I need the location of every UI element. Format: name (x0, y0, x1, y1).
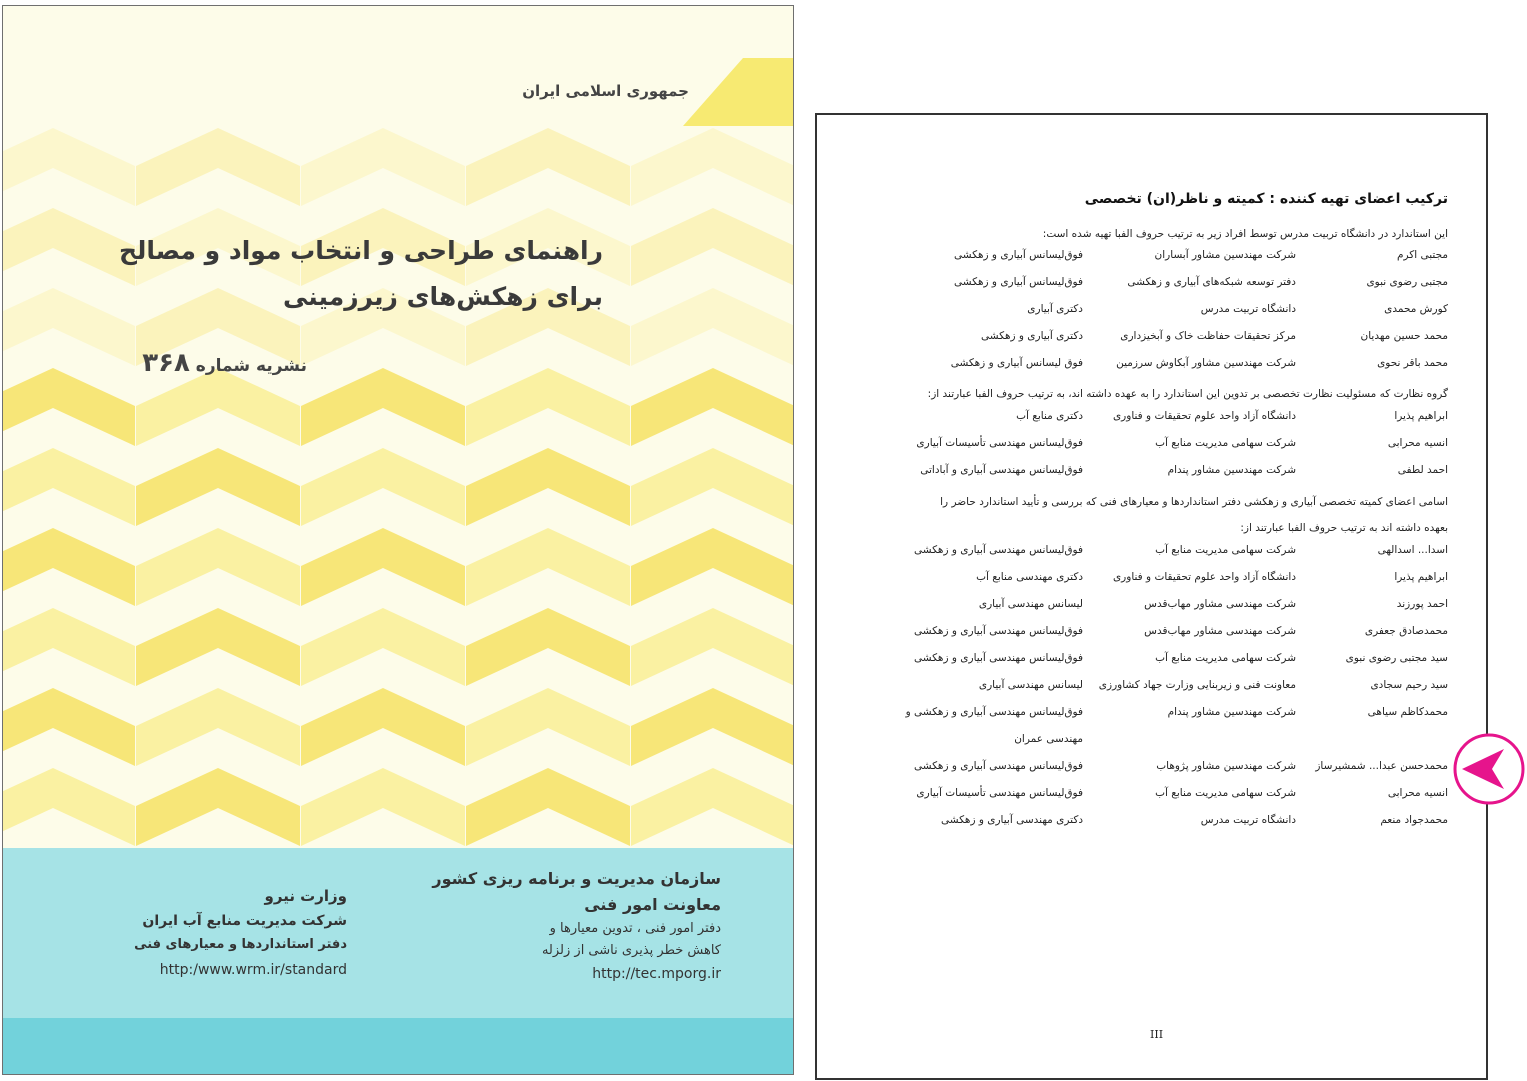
chevron-shape (136, 528, 300, 606)
member-degree: دکتری آبیاری (1027, 303, 1083, 315)
member-name: احمد لطفی (1397, 464, 1448, 476)
member-row (828, 787, 1448, 813)
title-line-1: راهنمای طراحی و انتخاب مواد و مصالح (119, 236, 603, 265)
member-org: شرکت مهندسی مشاور مهاب‌قدس (1144, 598, 1296, 610)
member-degree: فوق لیسانس آبیاری و زهکشی (950, 357, 1083, 369)
member-degree: فوق‌لیسانس مهندسی آبیاری و زهکشی و (905, 706, 1083, 718)
publication-label: نشریه شماره (195, 356, 307, 376)
member-row (828, 544, 1448, 570)
org-right-block (391, 866, 721, 986)
chevron-shape (466, 688, 630, 766)
page-number: III (1150, 1028, 1164, 1041)
page-heading: ترکیب اعضای تهیه کننده : کمیته و ناظر(ان) تخصصی (1084, 191, 1448, 207)
chevron-shape (631, 768, 794, 846)
chevron-shape (301, 128, 465, 206)
chevron-shape (631, 288, 794, 366)
chevron-shape (136, 368, 300, 446)
chevron-shape (631, 688, 794, 766)
member-org: شرکت سهامی مدیریت منابع آب (1155, 544, 1296, 556)
cover-band-bottom (3, 1018, 794, 1075)
member-name: سید مجتبی رضوی نبوی (1345, 652, 1448, 664)
member-name: ابراهیم پذیرا (1394, 410, 1448, 422)
book-cover (2, 5, 794, 1075)
member-name: محمد باقر نحوی (1377, 357, 1448, 369)
country-label: جمهوری اسلامی ایران (522, 82, 689, 100)
chevron-shape (301, 688, 465, 766)
member-name: ابراهیم پذیرا (1394, 571, 1448, 583)
member-name: مجتبی رضوی نبوی (1366, 276, 1448, 288)
member-degree: دکتری منابع آب (1016, 410, 1083, 422)
chevron-shape (136, 768, 300, 846)
publication-number (142, 348, 307, 378)
member-row (828, 760, 1448, 786)
member-org: شرکت مهندسین مشاور آبکاوش سرزمین (1116, 357, 1296, 369)
org-left-line-1: وزارت نیرو (264, 887, 347, 905)
org-left-url: http:/www.wrm.ir/standard (159, 962, 347, 978)
member-row (828, 652, 1448, 678)
member-org: شرکت مهندسین مشاور پژوهاب (1156, 760, 1296, 772)
title-line-2: برای زهکش‌های زیرزمینی (283, 282, 603, 311)
chevron-shape (466, 768, 630, 846)
chevron-shape (3, 608, 135, 686)
member-row (828, 571, 1448, 597)
chevron-shape (631, 448, 794, 526)
member-org: مرکز تحقیقات حفاظت خاک و آبخیزداری (1120, 330, 1296, 342)
member-degree: فوق‌لیسانس مهندسی آبیاری و زهکشی (914, 652, 1083, 664)
member-degree: فوق‌لیسانس مهندسی آبیاری و زهکشی (914, 625, 1083, 637)
member-name: اسدا... اسدالهی (1377, 544, 1448, 556)
member-org: شرکت سهامی مدیریت منابع آب (1155, 787, 1296, 799)
chevron-shape (3, 368, 135, 446)
chevron-shape (3, 768, 135, 846)
org-left-block (87, 884, 347, 983)
member-degree: مهندسی عمران (1014, 733, 1083, 745)
chevron-shape (466, 608, 630, 686)
chevron-shape (136, 608, 300, 686)
chevron-shape (136, 128, 300, 206)
chevron-shape (466, 368, 630, 446)
member-org: شرکت سهامی مدیریت منابع آب (1155, 437, 1296, 449)
member-org: معاونت فنی و زیربنایی وزارت جهاد کشاورزی (1098, 679, 1296, 691)
member-degree: فوق‌لیسانس مهندسی آبیاری و زهکشی (914, 760, 1083, 772)
member-row (828, 249, 1448, 275)
chevron-shape (301, 368, 465, 446)
chevron-shape (466, 528, 630, 606)
top-triangle-decoration (3, 6, 794, 136)
member-degree: فوق‌لیسانس مهندسی تأسیسات آبیاری (916, 437, 1083, 449)
member-org: دفتر توسعه شبکه‌های آبیاری و زهکشی (1127, 276, 1296, 288)
member-row (828, 464, 1448, 490)
member-name: سید رحیم سجادی (1370, 679, 1448, 691)
chevron-shape (136, 688, 300, 766)
org-left-line-2: شرکت مدیریت منابع آب ایران (142, 913, 347, 929)
member-row (828, 706, 1448, 732)
chevron-shape (631, 128, 794, 206)
chevron-shape (301, 768, 465, 846)
member-name: محمد حسین مهدیان (1360, 330, 1448, 342)
member-name: کورش محمدی (1384, 303, 1448, 315)
publication-number-value: ۳۶۸ (142, 348, 190, 378)
chevron-shape (631, 608, 794, 686)
member-degree: فوق‌لیسانس مهندسی تأسیسات آبیاری (916, 787, 1083, 799)
member-degree: لیسانس مهندسی آبیاری (978, 598, 1083, 610)
chevron-shape (301, 608, 465, 686)
org-right-line-3: دفتر امور فنی ، تدوین معیارها و (549, 921, 721, 936)
member-name: محمدجواد منعم (1380, 814, 1448, 826)
chevron-shape (3, 688, 135, 766)
member-row (828, 598, 1448, 624)
chevron-shape (301, 448, 465, 526)
member-degree: لیسانس مهندسی آبیاری (978, 679, 1083, 691)
member-org: دانشگاه آزاد واحد علوم تحقیقات و فناوری (1112, 410, 1296, 422)
member-degree: دکتری آبیاری و زهکشی (981, 330, 1083, 342)
member-org: شرکت مهندسین مشاور آبساران (1154, 249, 1296, 261)
chevron-shape (136, 448, 300, 526)
member-name: احمد پورزند (1396, 598, 1448, 610)
member-org: شرکت مهندسین مشاور پندام (1167, 706, 1296, 718)
member-row (828, 276, 1448, 302)
intro-paragraph-3-line-1: اسامی اعضای کمیته تخصصی آبیاری و زهکشی دفتر استانداردها و معیارهای فنی که بررسی و تأیید استاندارد حاضر را (940, 496, 1448, 508)
intro-paragraph-3-line-2: بعهده داشته اند به ترتیب حروف الفبا عبارتند از: (1240, 522, 1448, 534)
chevron-shape (3, 448, 135, 526)
member-degree: دکتری مهندسی منابع آب (976, 571, 1083, 583)
chevron-shape (3, 528, 135, 606)
member-name: انسیه محرابی (1387, 787, 1448, 799)
chevron-shape (631, 528, 794, 606)
member-name: محمدکاظم سیاهی (1367, 706, 1448, 718)
intro-paragraph-3 (838, 489, 1448, 541)
org-right-line-4: کاهش خطر پذیری ناشی از زلزله (541, 943, 721, 958)
member-row (828, 679, 1448, 705)
org-left-line-3: دفتر استانداردها و معیارهای فنی (134, 937, 347, 952)
member-row (828, 437, 1448, 463)
chevron-shape (631, 368, 794, 446)
member-row (828, 625, 1448, 651)
document-page (815, 113, 1488, 1080)
member-name: انسیه محرابی (1387, 437, 1448, 449)
member-name: محمدحسن عبدا... شمشیرساز (1315, 760, 1448, 772)
member-row (828, 330, 1448, 356)
chevron-shape (466, 128, 630, 206)
intro-paragraph-1: این استاندارد در دانشگاه تربیت مدرس توسط افراد زیر به ترتیب حروف الفبا تهیه شده است: (1042, 228, 1448, 240)
member-row-continuation (828, 733, 1448, 759)
member-degree: فوق‌لیسانس آبیاری و زهکشی (954, 249, 1083, 261)
member-org: دانشگاه تربیت مدرس (1200, 814, 1296, 826)
org-right-line-2: معاونت امور فنی (584, 895, 721, 914)
member-org: شرکت مهندسی مشاور مهاب‌قدس (1144, 625, 1296, 637)
member-name: مجتبی اکرم (1396, 249, 1448, 261)
member-degree: فوق‌لیسانس آبیاری و زهکشی (954, 276, 1083, 288)
member-org: دانشگاه آزاد واحد علوم تحقیقات و فناوری (1112, 571, 1296, 583)
book-title (43, 228, 603, 320)
member-row (828, 410, 1448, 436)
chevron-shape (631, 208, 794, 286)
member-row (828, 303, 1448, 329)
chevron-shape (301, 528, 465, 606)
member-degree: فوق‌لیسانس مهندسی آبیاری و زهکشی (914, 544, 1083, 556)
member-name: محمدصادق جعفری (1364, 625, 1448, 637)
member-org: دانشگاه تربیت مدرس (1200, 303, 1296, 315)
org-right-url: http://tec.mporg.ir (592, 966, 721, 982)
member-degree: فوق‌لیسانس مهندسی آبیاری و آباداتی (920, 464, 1083, 476)
org-right-line-1: سازمان مدیریت و برنامه ریزی کشور (432, 869, 721, 888)
member-row (828, 357, 1448, 383)
chevron-shape (3, 128, 135, 206)
chevron-shape (466, 448, 630, 526)
intro-paragraph-2: گروه نظارت که مسئولیت نظارت تخصصی بر تدوین این استاندارد را به عهده داشته اند، به ترتیب حروف الفبا عبارتند از: (927, 388, 1448, 400)
member-row (828, 814, 1448, 840)
member-org: شرکت سهامی مدیریت منابع آب (1155, 652, 1296, 664)
member-degree: دکتری مهندسی آبیاری و زهکشی (941, 814, 1083, 826)
member-org: شرکت مهندسین مشاور پندام (1167, 464, 1296, 476)
arrow-pointer-icon[interactable] (1452, 732, 1526, 806)
